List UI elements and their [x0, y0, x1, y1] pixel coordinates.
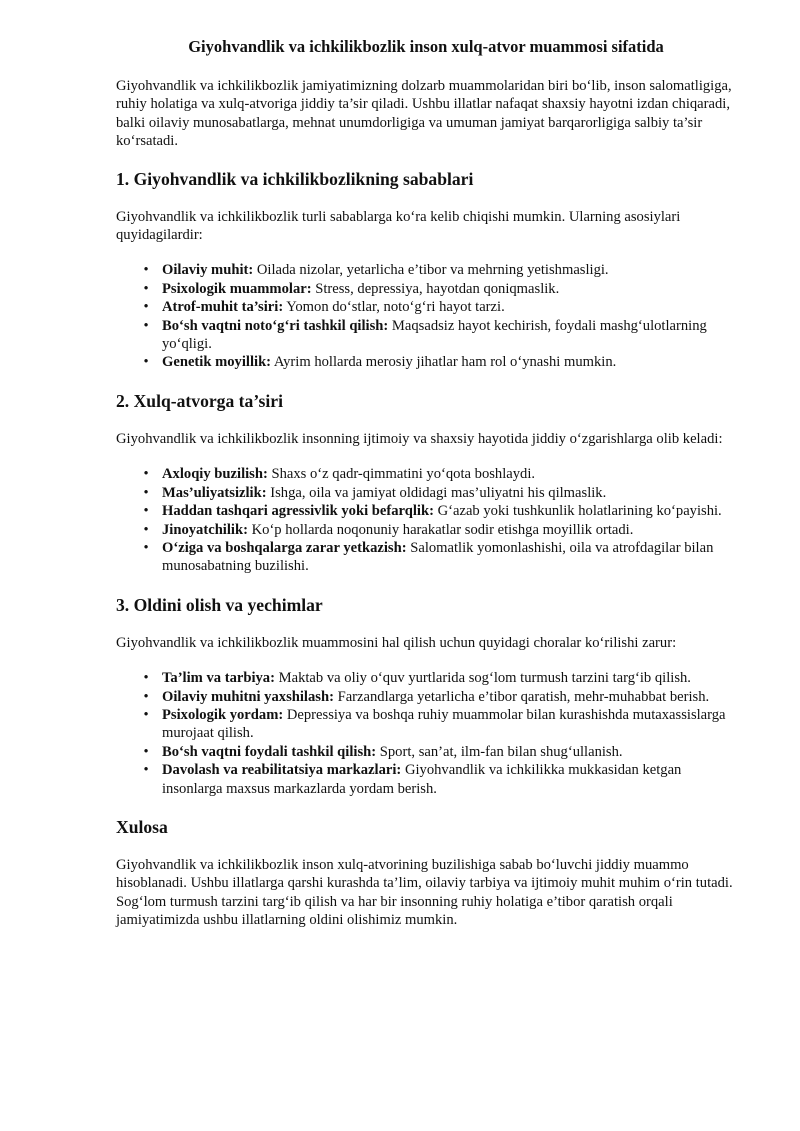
item-term: Haddan tashqari agressivlik yoki befarqlik: [162, 503, 434, 520]
list-item [140, 669, 736, 687]
section-conclusion [116, 816, 736, 930]
bullet-icon: • [143, 743, 149, 760]
list-item [140, 317, 736, 354]
section-lead: Giyohvandlik va ichkilikbozlik turli sabablarga ko‘ra kelib chiqishi mumkin. Ularning asosiylari quyidagilardir: [116, 208, 681, 244]
item-text: G‘azab yoki tushkunlik holatlarining ko‘payishi. [433, 503, 722, 520]
item-text: Yomon do‘stlar, noto‘g‘ri hayot tarzi. [283, 299, 505, 316]
item-term: Oilaviy muhit: [162, 262, 254, 279]
item-text: Ko‘p hollarda noqonuniy harakatlar sodir etishga moyillik ortadi. [247, 521, 634, 538]
item-term: Davolash va reabilitatsiya markazlari: [162, 762, 402, 779]
item-text: Oilada nizolar, yetarlicha e’tibor va mehrning yetishmasligi. [253, 262, 609, 279]
list-item [140, 706, 736, 743]
item-term: Axloqiy buzilish: [162, 466, 268, 483]
section-heading: 1. Giyohvandlik va ichkilikbozlikning sabablari [116, 168, 474, 189]
bullet-icon: • [143, 688, 149, 705]
bullet-icon: • [143, 354, 149, 371]
list-item [140, 521, 736, 539]
bullet-icon: • [143, 521, 149, 538]
item-term: Bo‘sh vaqtni foydali tashkil qilish: [162, 743, 377, 760]
item-term: Atrof-muhit ta’siri: [162, 299, 284, 316]
item-text: Shaxs o‘z qadr-qimmatini yo‘qota boshlaydi. [267, 466, 536, 483]
item-text: Ishga, oila va jamiyat oldidagi mas’uliyatni his qilmaslik. [266, 484, 607, 501]
list-item [140, 465, 736, 483]
list-item [140, 539, 736, 576]
item-text: Ayrim hollarda merosiy jihatlar ham rol o‘ynashi mumkin. [271, 354, 617, 371]
bullet-icon: • [143, 706, 149, 723]
bullet-icon: • [143, 484, 149, 501]
bullet-icon: • [143, 317, 149, 334]
section-prevention [116, 594, 736, 798]
bullet-list [116, 261, 736, 371]
section-heading: 2. Xulq-atvorga ta’siri [116, 390, 283, 411]
section-behavior-impact [116, 390, 736, 576]
item-text: Depressiya va boshqa ruhiy muammolar bilan kurashishda mutaxassislarga murojaat qilish. [162, 706, 726, 742]
list-item [140, 261, 736, 279]
section-causes [116, 168, 736, 372]
list-item [140, 761, 736, 798]
item-text: Giyohvandlik va ichkilikka mukkasidan ketgan insonlarga maxsus markazlarda yordam berish. [162, 762, 682, 797]
item-term: Oilaviy muhitni yaxshilash: [162, 688, 334, 705]
document-title: Giyohvandlik va ichkilikbozlik inson xulq-atvor muammosi sifatida [188, 37, 664, 56]
list-item [140, 688, 736, 706]
list-item [140, 743, 736, 761]
bullet-list [116, 465, 736, 575]
item-term: Jinoyatchilik: [162, 521, 248, 538]
intro-paragraph: Giyohvandlik va ichkilikbozlik jamiyatimizning dolzarb muammolaridan biri bo‘lib, inson salomatligiga, ruhiy holatiga va xulq-atvoriga jiddiy ta’sir qiladi. Ushbu illatlar nafaqat shaxsiy hayotni izdan chiqaradi, balki oilaviy munosabatlarga, mehnat unumdorligiga va umuman jamiyat barqarorligiga salbiy ta’sir ko‘rsatadi. [116, 78, 732, 150]
item-term: Psixologik muammolar: [162, 280, 312, 297]
list-item [140, 353, 736, 371]
bullet-icon: • [143, 539, 149, 556]
item-text: Maqsadsiz hayot kechirish, foydali mashg‘ulotlarning yo‘qligi. [162, 317, 707, 353]
section-heading: 3. Oldini olish va yechimlar [116, 594, 323, 615]
bullet-icon: • [143, 503, 149, 520]
item-text: Stress, depressiya, hayotdan qoniqmaslik. [311, 280, 560, 297]
item-term: Psixologik yordam: [162, 706, 284, 723]
item-text: Salomatlik yomonlashishi, oila va atrofdagilar bilan munosabatning buzilishi. [162, 539, 714, 575]
bullet-icon: • [143, 280, 149, 297]
bullet-icon: • [143, 262, 149, 279]
list-item [140, 280, 736, 298]
bullet-icon: • [143, 466, 149, 483]
item-term: Mas’uliyatsizlik: [162, 484, 267, 501]
item-term: Genetik moyillik: [162, 354, 272, 371]
list-item [140, 484, 736, 502]
list-item [140, 298, 736, 316]
bullet-icon: • [143, 670, 149, 687]
item-text: Farzandlarga yetarlicha e’tibor qaratish, mehr-muhabbat berish. [333, 688, 710, 705]
bullet-icon: • [143, 299, 149, 316]
bullet-list [116, 669, 736, 798]
conclusion-paragraph: Giyohvandlik va ichkilikbozlik inson xulq-atvorining buzilishiga sabab bo‘luvchi jiddiy muammo hisoblanadi. Ushbu illatlarga qarshi kurashda ta’lim, oilaviy tarbiya va ijtimoiy muhit muhim o‘rin tutadi. Sog‘lom turmush tarzini targ‘ib qilish va har bir insonning ruhiy holatiga e’tibor qaratish orqali jamiyatimizda ushbu illatlarning oldini olishimiz mumkin. [116, 856, 733, 929]
section-heading: Xulosa [116, 816, 168, 837]
bullet-icon: • [143, 762, 149, 779]
list-item [140, 502, 736, 520]
item-term: Bo‘sh vaqtni noto‘g‘ri tashkil qilish: [162, 317, 389, 334]
section-lead: Giyohvandlik va ichkilikbozlik insonning ijtimoiy va shaxsiy hayotida jiddiy o‘zgarishlarga olib keladi: [116, 430, 723, 447]
section-lead: Giyohvandlik va ichkilikbozlik muammosini hal qilish uchun quyidagi choralar ko‘rilishi zarur: [116, 634, 677, 651]
item-term: Ta’lim va tarbiya: [162, 670, 275, 687]
item-text: Maktab va oliy o‘quv yurtlarida sog‘lom turmush tarzini targ‘ib qilish. [274, 670, 691, 687]
item-term: O‘ziga va boshqalarga zarar yetkazish: [162, 539, 407, 556]
item-text: Sport, san’at, ilm-fan bilan shug‘ullanish. [376, 743, 623, 760]
